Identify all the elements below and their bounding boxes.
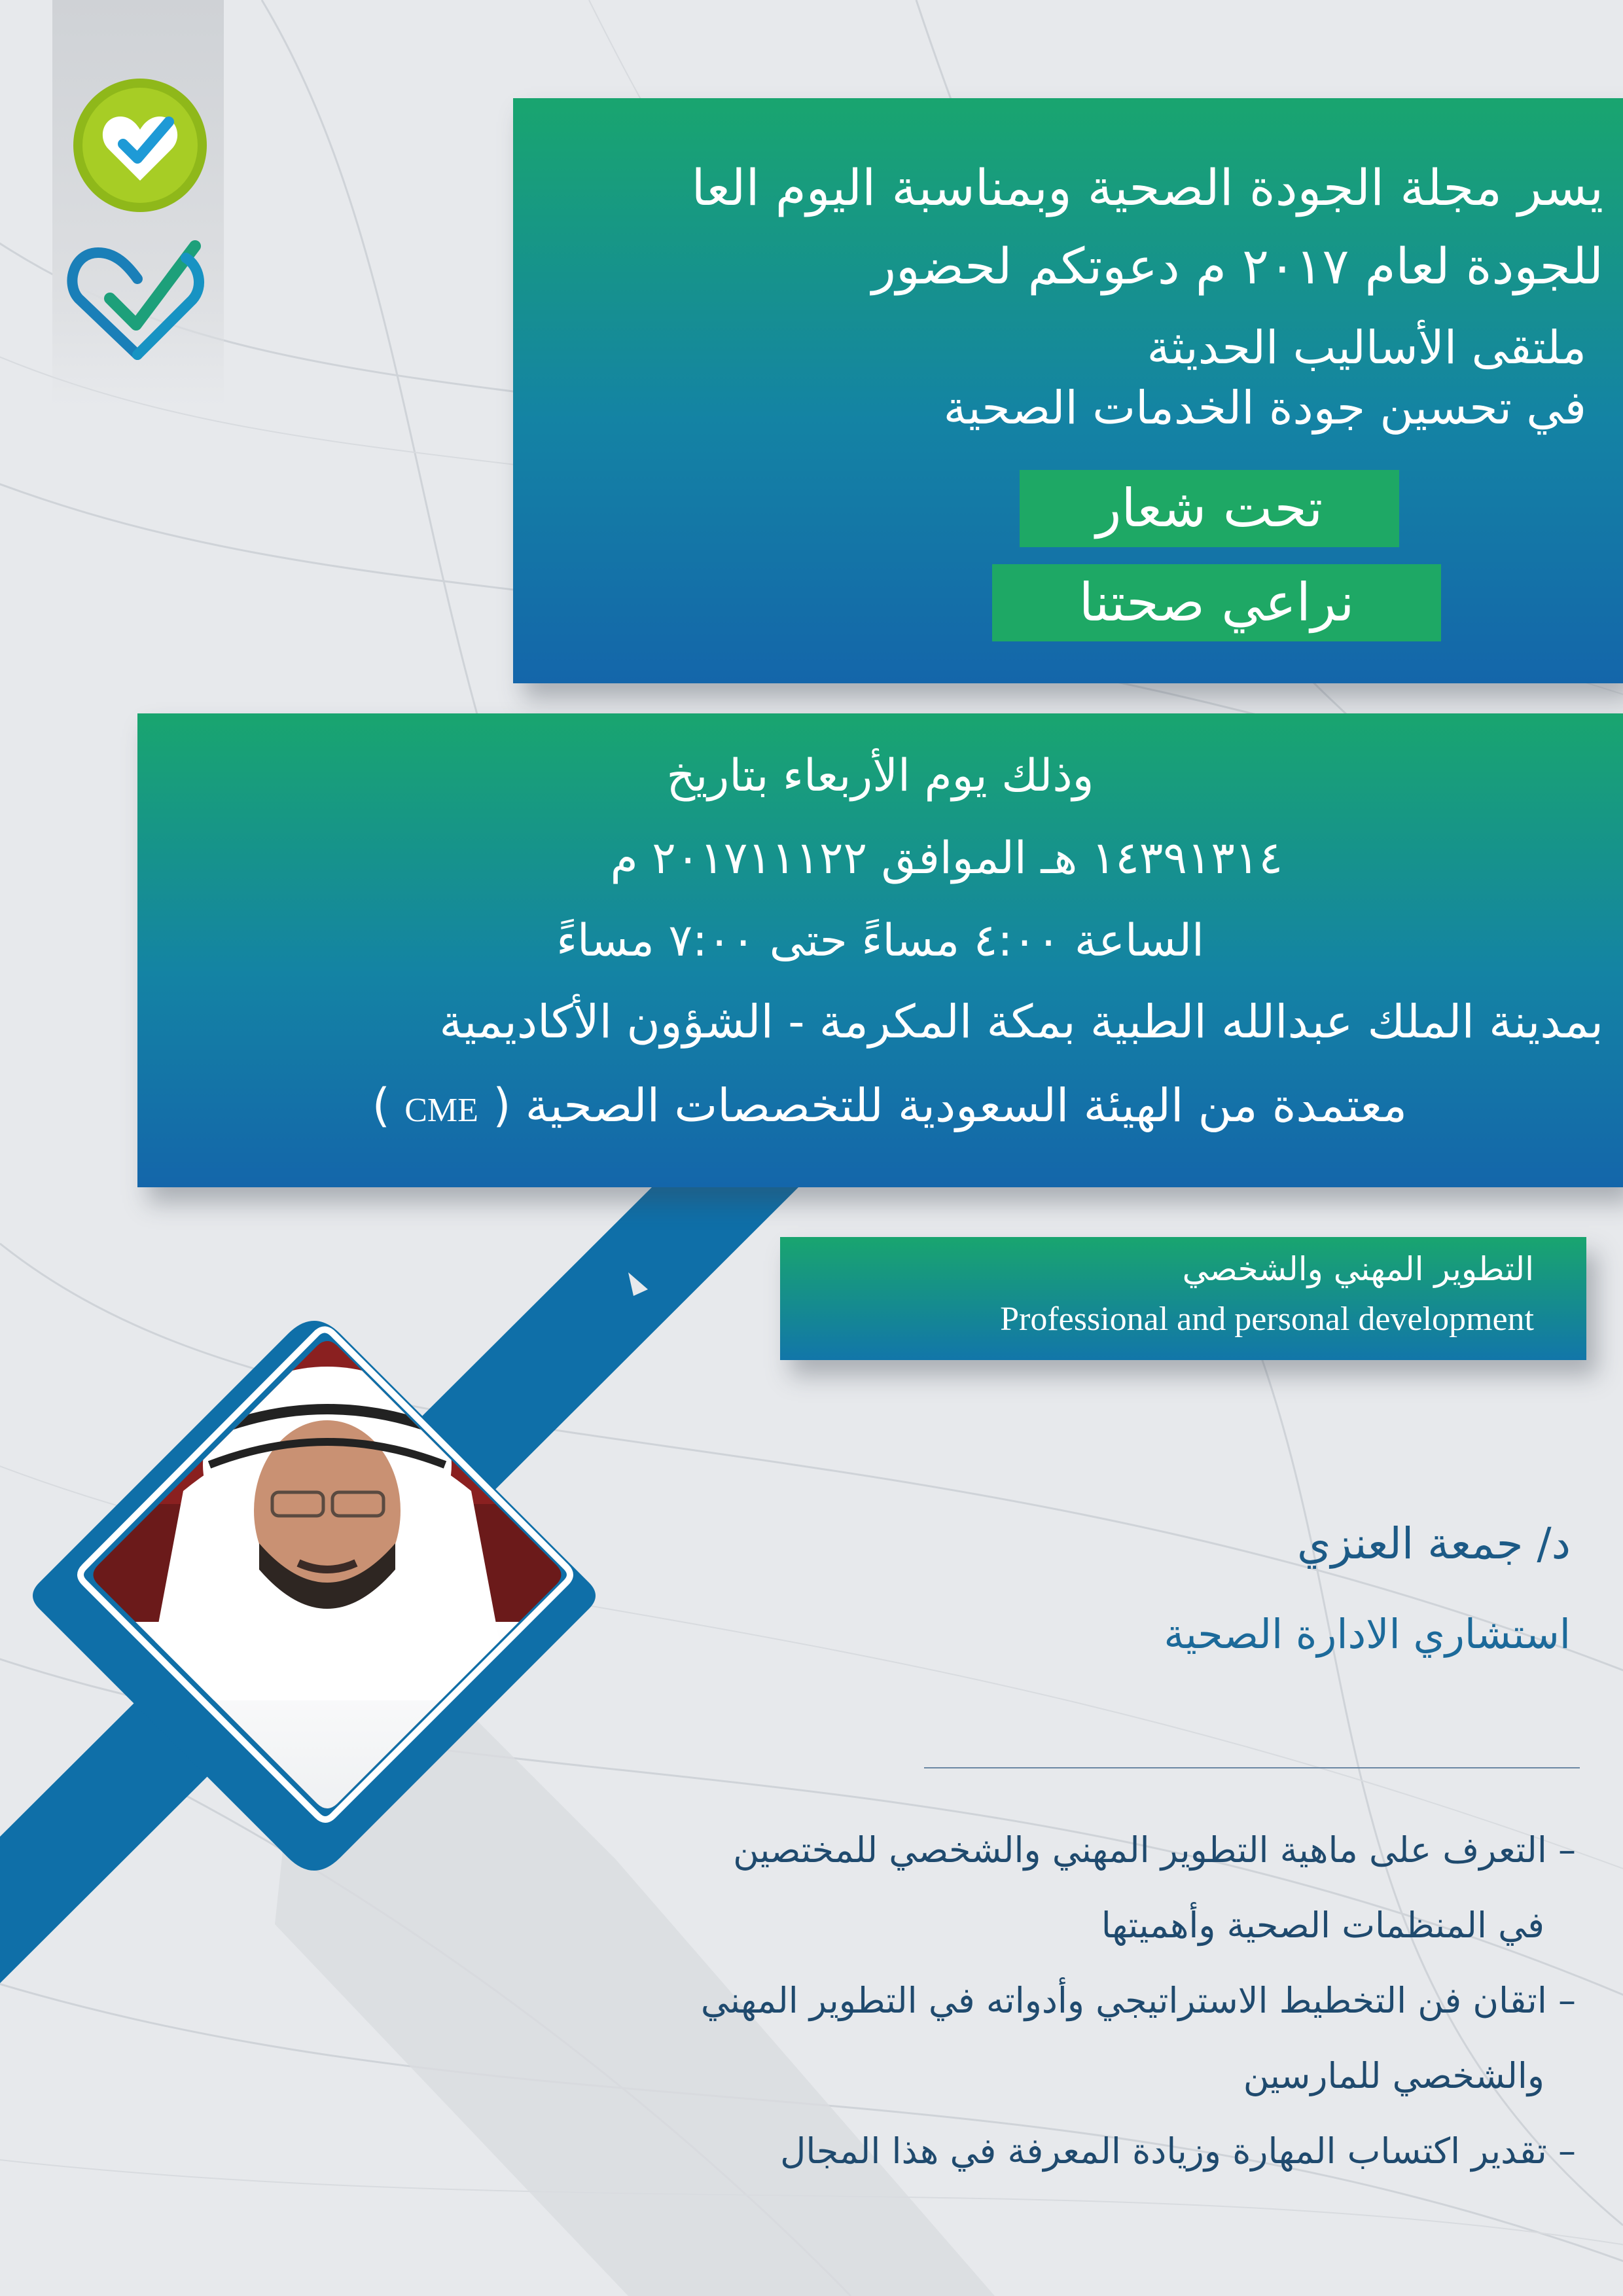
topic-arabic: التطوير المهني والشخصي [1182,1250,1534,1288]
event-day: وذلك يوم الأربعاء بتاريخ [666,750,1094,802]
invitation-line-2: للجودة لعام ٢٠١٧ م دعوتكم لحضور [872,237,1603,295]
objective-item: – التعرف على ماهية التطوير المهني والشخصي للمختصين [733,1829,1576,1871]
speaker-photo-frame [13,1295,622,1897]
speaker-photo [79,1334,576,1818]
invitation-card [513,98,1623,683]
topic-english: Professional and personal development [1000,1300,1534,1338]
topic-card [780,1237,1586,1360]
cme-code: CME [404,1092,478,1129]
heart-check-outline-icon [64,226,211,364]
event-date: ١٤٣٩١٣١٤ هـ الموافق ٢٠١٧١١١٢٢ م [610,833,1283,884]
objective-item: والشخصي للمارسين [1243,2055,1544,2096]
heart-check-icon [71,76,209,215]
forum-subtitle: في تحسين جودة الخدمات الصحية [943,381,1586,435]
objective-item: – اتقان فن التخطيط الاستراتيجي وأدواته في التطوير المهني [700,1980,1576,2021]
speaker-title: استشاري الادارة الصحية [1164,1610,1571,1658]
objective-item: – تقدير اكتساب المهارة وزيادة المعرفة في هذا المجال [780,2130,1576,2172]
speaker-name: د/ جمعة العنزي [1296,1518,1571,1569]
section-divider [924,1767,1580,1768]
invitation-line-1: يسر مجلة الجودة الصحية وبمناسبة اليوم العا [691,158,1603,217]
slogan-label-badge: تحت شعار [1020,470,1399,547]
slogan-badge: نراعي صحتنا [992,564,1441,641]
event-details-card [137,713,1623,1187]
forum-title: ملتقى الأساليب الحديثة [1147,321,1586,374]
event-venue: بمدينة الملك عبدالله الطبية بمكة المكرمة - الشؤون الأكاديمية [439,995,1603,1049]
event-time: الساعة ٤:٠٠ مساءً حتى ٧:٠٠ مساءً [556,915,1204,967]
objective-item: في المنظمات الصحية وأهميتها [1101,1905,1544,1946]
event-accreditation: معتمدة من الهيئة السعودية للتخصصات الصحية ( CME ) [372,1079,1407,1132]
